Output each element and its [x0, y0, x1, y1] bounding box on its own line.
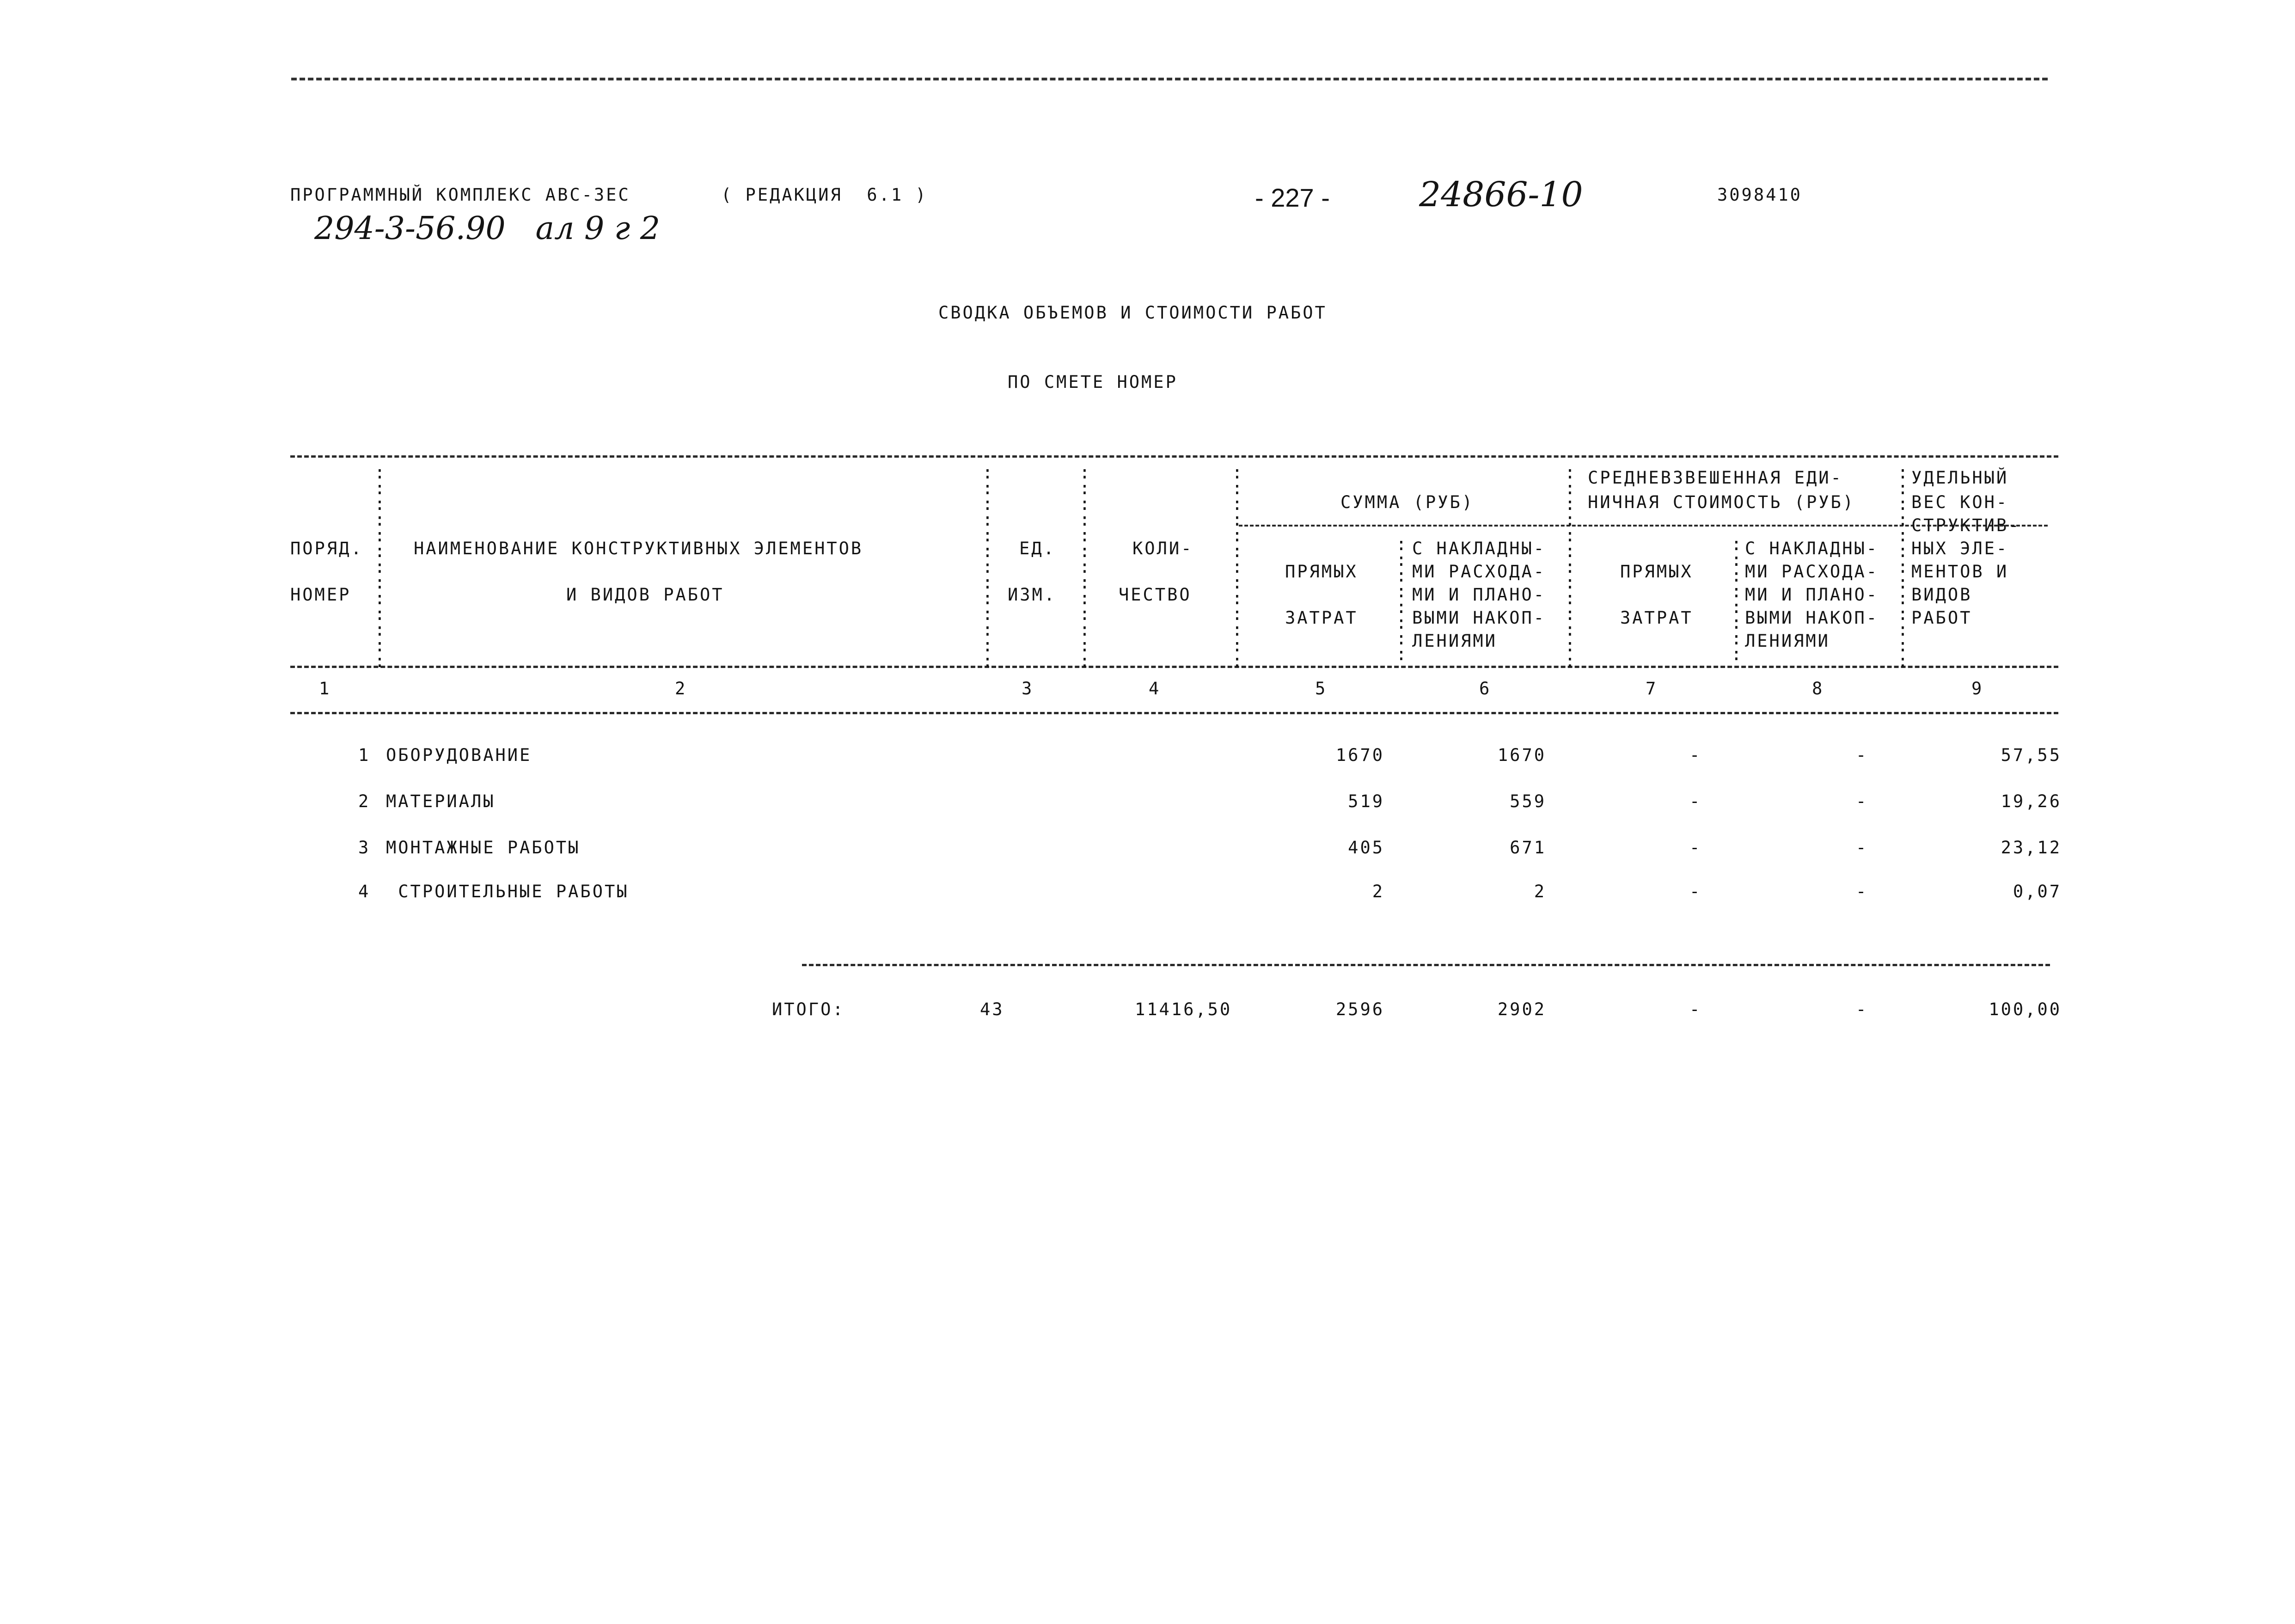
header-col4-line2: ЧЕСТВО: [1119, 585, 1192, 605]
header-col1-line1: ПОРЯД.: [290, 539, 363, 558]
table-top-rule: [290, 455, 2058, 458]
handwritten-code: 24866-10: [1419, 175, 1583, 214]
header-group-avg-line1: СРЕДНЕВЗВЕШЕННАЯ ЕДИ-: [1588, 468, 1843, 488]
report-subtitle: ПО СМЕТЕ НОМЕР: [1008, 372, 1178, 392]
total-unit: 43: [980, 999, 1004, 1019]
edition-label: ( РЕДАКЦИЯ 6.1 ): [721, 185, 928, 205]
total-quantity: 11416,50: [1135, 999, 1232, 1019]
header-col7-line2: ЗАТРАТ: [1620, 608, 1693, 628]
header-col4-line1: КОЛИ-: [1132, 539, 1193, 558]
header-col3-line1: ЕД.: [1019, 539, 1056, 558]
header-col2-line1: НАИМЕНОВАНИЕ КОНСТРУКТИВНЫХ ЭЛЕМЕНТОВ: [414, 539, 863, 558]
total-share: 100,00: [1989, 999, 2062, 1019]
header-group-sum: СУММА (РУБ): [1340, 492, 1475, 512]
document-code: 3098410: [1717, 185, 1802, 205]
program-name: ПРОГРАММНЫЙ КОМПЛЕКС АВС-ЗЕС: [290, 185, 630, 205]
header-col5-line2: ЗАТРАТ: [1285, 608, 1358, 628]
handwritten-reference: 294-3-56.90 ал 9 г 2: [314, 210, 661, 247]
colnum-bottom-rule: [290, 712, 2058, 714]
header-group-avg-line2: НИЧНАЯ СТОИМОСТЬ (РУБ): [1588, 492, 1855, 512]
header-col7-line1: ПРЯМЫХ: [1620, 562, 1693, 582]
header-col2-line2: И ВИДОВ РАБОТ: [566, 585, 724, 605]
header-col3-line2: ИЗМ.: [1008, 585, 1057, 605]
header-bottom-rule: [290, 666, 2058, 668]
page-number: - 227 -: [1255, 183, 1330, 212]
total-overhead: 2902: [1497, 999, 1546, 1019]
header-col1-line2: НОМЕР: [290, 585, 351, 605]
total-rule: [802, 964, 2050, 966]
report-title: СВОДКА ОБЪЕМОВ И СТОИМОСТИ РАБОТ: [938, 303, 1327, 323]
total-direct: 2596: [1335, 999, 1384, 1019]
top-dash-row: [291, 78, 2048, 80]
header-col5-line1: ПРЯМЫХ: [1285, 562, 1358, 582]
total-label: ИТОГО:: [772, 999, 845, 1019]
